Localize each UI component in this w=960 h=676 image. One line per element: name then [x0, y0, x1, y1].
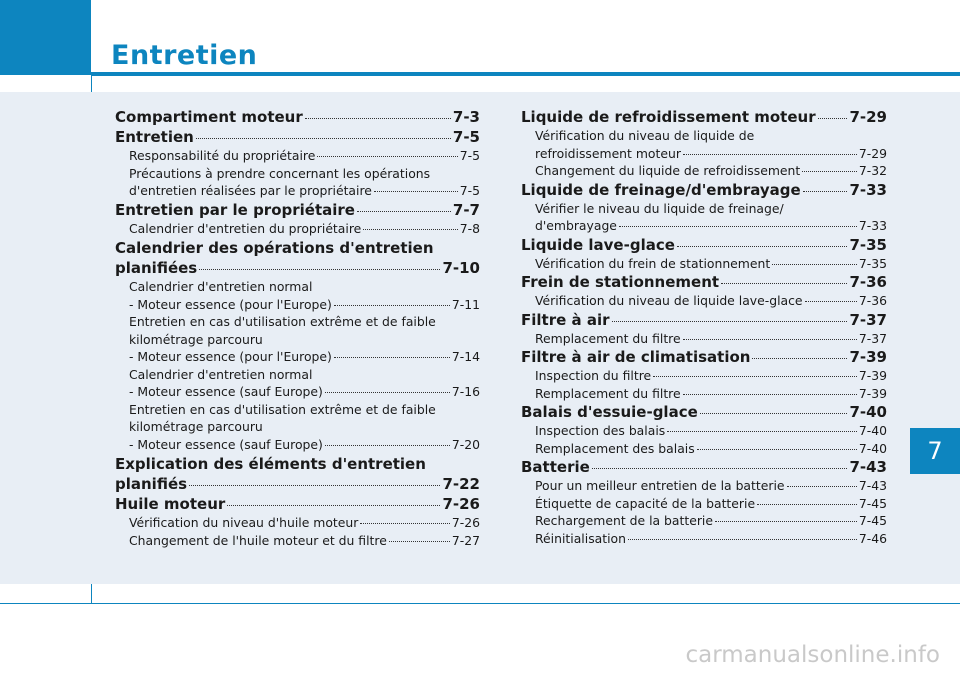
dot-leader	[787, 485, 857, 487]
toc-page-number: 7-29	[858, 145, 887, 161]
toc-entry-label: Changement du liquide de refroidissement	[535, 163, 801, 178]
toc-subsection-link[interactable]	[521, 530, 887, 548]
toc-page-number: 7-37	[849, 310, 887, 329]
dot-leader	[334, 356, 450, 358]
dot-leader	[677, 245, 848, 247]
dot-leader	[683, 393, 857, 395]
dot-leader	[334, 304, 450, 306]
toc-subsection-link[interactable]	[115, 532, 480, 550]
toc-subsection-link[interactable]	[115, 278, 480, 313]
toc-column-right	[521, 107, 887, 547]
toc-section-link[interactable]	[521, 108, 887, 127]
toc-column-left	[115, 107, 480, 549]
toc-page-number: 7-5	[459, 183, 480, 198]
toc-section-link[interactable]	[521, 458, 887, 477]
dot-leader	[325, 444, 450, 446]
toc-entry-label: Vérification du niveau de liquide lave-glace	[535, 293, 803, 308]
dot-leader	[697, 448, 857, 450]
toc-subsection-link[interactable]	[521, 422, 887, 440]
dot-leader	[772, 263, 857, 265]
toc-page-number: 7-5	[452, 128, 480, 146]
toc-subsection-link[interactable]	[115, 313, 480, 366]
toc-subsection-link[interactable]	[521, 512, 887, 530]
page-title: Entretien	[111, 40, 258, 71]
toc-subsection-link[interactable]	[521, 477, 887, 495]
header-rule	[91, 72, 960, 76]
toc-page-number: 7-39	[858, 385, 887, 401]
toc-page-number: 7-43	[858, 478, 887, 493]
toc-entry-label: d'embrayage	[535, 218, 617, 233]
dot-leader	[357, 210, 451, 212]
toc-entry-label: Inspection du filtre	[535, 368, 652, 383]
toc-entry-label: Rechargement de la batterie	[535, 513, 713, 528]
dot-leader	[715, 520, 857, 522]
toc-entry-label: Inspection des balais	[535, 423, 666, 438]
toc-page-number: 7-40	[858, 440, 887, 456]
dot-leader	[360, 522, 450, 524]
toc-entry-label: Remplacement des balais	[535, 440, 695, 456]
toc-page-number: 7-39	[849, 348, 887, 366]
toc-entry-label: Vérification du niveau d'huile moteur	[129, 515, 359, 530]
toc-entry-text-line: Calendrier d'entretien normal	[129, 279, 313, 294]
toc-subsection-link[interactable]	[115, 514, 480, 532]
dot-leader	[721, 282, 847, 284]
toc-page-number: 7-3	[452, 108, 480, 126]
toc-page-number: 7-37	[858, 330, 887, 346]
toc-entry-label: Liquide lave-glace	[521, 235, 675, 254]
toc-section-link[interactable]	[521, 236, 887, 255]
toc-page-number: 7-26	[442, 495, 480, 513]
toc-section-link[interactable]	[521, 311, 887, 330]
toc-entry-text-line: Précautions à prendre concernant les opérations	[129, 165, 431, 181]
toc-subsection-link[interactable]	[521, 367, 887, 385]
toc-page-number: 7-45	[858, 495, 887, 511]
toc-entry-label: Changement de l'huile moteur et du filtre	[129, 532, 387, 548]
toc-page-number: 7-11	[451, 296, 480, 312]
dot-leader	[683, 153, 857, 155]
toc-entry-label: refroidissement moteur	[535, 145, 681, 161]
toc-page-number: 7-35	[858, 255, 887, 271]
toc-entry-text-line: Calendrier d'entretien normal	[129, 366, 313, 382]
corner-accent-block	[0, 0, 91, 75]
dot-leader	[374, 190, 458, 192]
toc-entry-text-line: Vérification du niveau de liquide de	[535, 128, 755, 143]
dot-leader	[752, 357, 847, 359]
toc-entry-label: Filtre à air	[521, 310, 610, 329]
toc-page-number: 7-16	[451, 384, 480, 399]
toc-page-number: 7-40	[858, 423, 887, 438]
toc-entry-label: Remplacement du filtre	[535, 330, 681, 346]
toc-page-number: 7-36	[849, 273, 887, 291]
bottom-rule	[0, 603, 960, 604]
toc-entry-label: Frein de stationnement	[521, 273, 720, 291]
dot-leader	[683, 338, 857, 340]
toc-entry-label: - Moteur essence (sauf Europe)	[129, 384, 323, 399]
toc-entry-label: - Moteur essence (sauf Europe)	[129, 436, 323, 452]
toc-subsection-link[interactable]	[521, 255, 887, 273]
toc-entry-text-line: Entretien en cas d'utilisation extrême et de faible	[129, 401, 436, 417]
toc-entry-label: d'entretien réalisées par le propriétaire	[129, 183, 372, 198]
toc-page-number: 7-22	[442, 475, 480, 493]
dot-leader	[363, 228, 457, 230]
toc-section-link[interactable]	[115, 128, 480, 147]
toc-page-number: 7-43	[849, 458, 887, 476]
dot-leader	[199, 268, 440, 270]
dot-leader	[389, 540, 450, 542]
toc-subsection-link[interactable]	[521, 200, 887, 235]
toc-page-number: 7-40	[849, 403, 887, 421]
toc-entry-label: planifiées	[115, 259, 198, 277]
watermark: carmanualsonline.info	[685, 642, 940, 668]
dot-leader	[592, 467, 848, 469]
dot-leader	[667, 430, 857, 432]
dot-leader	[802, 170, 857, 172]
toc-entry-label: Liquide de freinage/d'embrayage	[521, 180, 801, 199]
toc-section-link[interactable]	[115, 238, 480, 278]
toc-entry-text-line: Vérifier le niveau du liquide de freinage/	[535, 200, 784, 216]
toc-entry-label: - Moteur essence (pour l'Europe)	[129, 349, 332, 364]
toc-entry-label: Étiquette de capacité de la batterie	[535, 495, 756, 511]
toc-entry-label: - Moteur essence (pour l'Europe)	[129, 296, 332, 312]
toc-entry-label: Filtre à air de climatisation	[521, 348, 751, 366]
toc-page-number: 7-26	[451, 515, 480, 530]
toc-subsection-link[interactable]	[521, 292, 887, 310]
toc-entry-label: Réinitialisation	[535, 530, 626, 546]
toc-page-number: 7-45	[858, 513, 887, 528]
dot-leader	[189, 484, 440, 486]
toc-section-link[interactable]	[521, 403, 887, 422]
toc-page-number: 7-33	[849, 180, 887, 199]
toc-subsection-link[interactable]	[115, 147, 480, 165]
toc-subsection-link[interactable]	[115, 401, 480, 454]
toc-entry-label: Huile moteur	[115, 495, 226, 513]
dot-leader	[805, 300, 857, 302]
toc-page-number: 7-5	[459, 148, 480, 163]
toc-page-number: 7-8	[459, 220, 480, 236]
toc-subsection-link[interactable]	[521, 440, 887, 458]
toc-entry-label: Liquide de refroidissement moteur	[521, 108, 816, 126]
toc-section-link[interactable]	[521, 273, 887, 292]
toc-entry-label: Compartiment moteur	[115, 108, 303, 126]
toc-page-number: 7-35	[849, 235, 887, 254]
toc-page-number: 7-36	[858, 293, 887, 308]
dot-leader	[818, 117, 848, 119]
dot-leader	[757, 503, 857, 505]
dot-leader	[612, 320, 848, 322]
toc-entry-label: Batterie	[521, 458, 590, 476]
toc-entry-label: Responsabilité du propriétaire	[129, 148, 316, 163]
toc-subsection-link[interactable]	[521, 385, 887, 403]
dot-leader	[196, 137, 451, 139]
toc-page-number: 7-29	[849, 108, 887, 126]
toc-entry-text-line: kilométrage parcouru	[129, 419, 263, 434]
dot-leader	[619, 225, 857, 227]
toc-entry-label: Entretien	[115, 128, 194, 146]
toc-entry-label: Pour un meilleur entretien de la batterie	[535, 478, 785, 493]
dot-leader	[325, 391, 450, 393]
toc-entry-text-line: Explication des éléments d'entretien	[115, 455, 426, 473]
toc-entry-label: planifiés	[115, 475, 188, 493]
toc-page-number: 7-39	[858, 368, 887, 383]
chapter-tab[interactable]: 7	[910, 428, 960, 474]
toc-entry-label: Balais d'essuie-glace	[521, 403, 698, 421]
toc-entry-label: Vérification du frein de stationnement	[535, 255, 771, 271]
toc-page-number: 7-46	[858, 530, 887, 546]
toc-page-number: 7-33	[858, 218, 887, 233]
toc-page-number: 7-20	[451, 436, 480, 452]
toc-subsection-link[interactable]	[115, 366, 480, 401]
toc-page-number: 7-7	[452, 200, 480, 219]
dot-leader	[227, 504, 440, 506]
toc-subsection-link[interactable]	[115, 165, 480, 200]
toc-entry-text-line: kilométrage parcouru	[129, 331, 263, 347]
toc-section-link[interactable]	[521, 348, 887, 367]
dot-leader	[305, 117, 451, 119]
toc-entry-text-line: Entretien en cas d'utilisation extrême et de faible	[129, 314, 436, 329]
dot-leader	[700, 412, 848, 414]
toc-subsection-link[interactable]	[521, 330, 887, 348]
toc-section-link[interactable]	[115, 108, 480, 127]
dot-leader	[803, 190, 848, 192]
toc-section-link[interactable]	[115, 201, 480, 220]
dot-leader	[317, 155, 457, 157]
toc-section-link[interactable]	[521, 181, 887, 200]
toc-page-number: 7-14	[451, 349, 480, 364]
toc-page-number: 7-10	[442, 259, 480, 277]
toc-subsection-link[interactable]	[521, 495, 887, 513]
toc-entry-text-line: Calendrier des opérations d'entretien	[115, 239, 434, 257]
dot-leader	[628, 538, 857, 540]
toc-section-link[interactable]	[115, 454, 480, 494]
toc-entry-label: Remplacement du filtre	[535, 385, 681, 401]
toc-section-link[interactable]	[115, 495, 480, 514]
toc-subsection-link[interactable]	[521, 127, 887, 162]
toc-entry-label: Entretien par le propriétaire	[115, 200, 355, 219]
toc-subsection-link[interactable]	[115, 220, 480, 238]
dot-leader	[653, 375, 857, 377]
toc-page-number: 7-27	[451, 532, 480, 548]
toc-entry-label: Calendrier d'entretien du propriétaire	[129, 220, 362, 236]
toc-page-number: 7-32	[858, 163, 887, 178]
toc-subsection-link[interactable]	[521, 162, 887, 180]
